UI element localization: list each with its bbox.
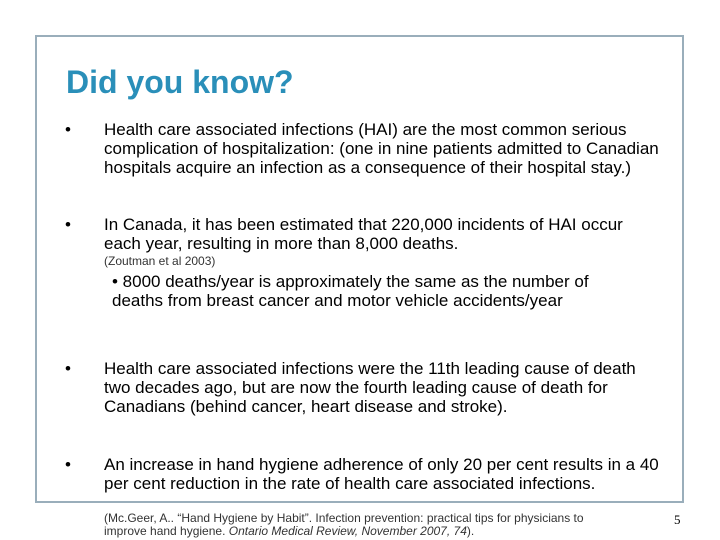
page-number: 5	[674, 512, 681, 527]
slide-title: Did you know?	[66, 64, 294, 100]
bullet-text-hai-common: Health care associated infections (HAI) are the most common serious complication of hospitalization: (one in nine patients admitted to Canadian hospitals acquire an infection as a consequence of their hospital stay.)	[104, 120, 659, 177]
citation-zoutman: (Zoutman et al 2003)	[104, 254, 216, 268]
citation-mcgeer	[104, 512, 624, 538]
slide-frame	[35, 35, 684, 503]
bullet-marker: •	[65, 120, 71, 139]
bullet-text-leading-cause: Health care associated infections were the 11th leading cause of death two decades ago, but are now the fourth leading cause of death for Canadians (behind cancer, heart disease and stroke).	[104, 359, 636, 416]
citation-mcgeer-plain: (Mc.Geer, A.. “Hand Hygiene by Habit”. Infection prevention: practical tips for physicians to improve hand hygiene.	[104, 511, 584, 538]
bullet-text-hand-hygiene: An increase in hand hygiene adherence of only 20 per cent results in a 40 per cent reduction in the rate of health care associated infections.	[104, 455, 659, 493]
bullet-text-canada-deaths: In Canada, it has been estimated that 220,000 incidents of HAI occur each year, resulting in more than 8,000 deaths.	[104, 215, 623, 253]
bullet-marker: •	[65, 215, 71, 234]
bullet-marker: •	[65, 359, 71, 378]
bullet-marker: •	[65, 455, 71, 474]
citation-mcgeer-end: ).	[466, 524, 475, 538]
citation-mcgeer-journal: Ontario Medical Review, November 2007, 74	[228, 524, 467, 538]
sub-bullet-deaths-comparison: • 8000 deaths/year is approximately the same as the number of deaths from breast cancer and motor vehicle accidents/year	[112, 272, 589, 310]
